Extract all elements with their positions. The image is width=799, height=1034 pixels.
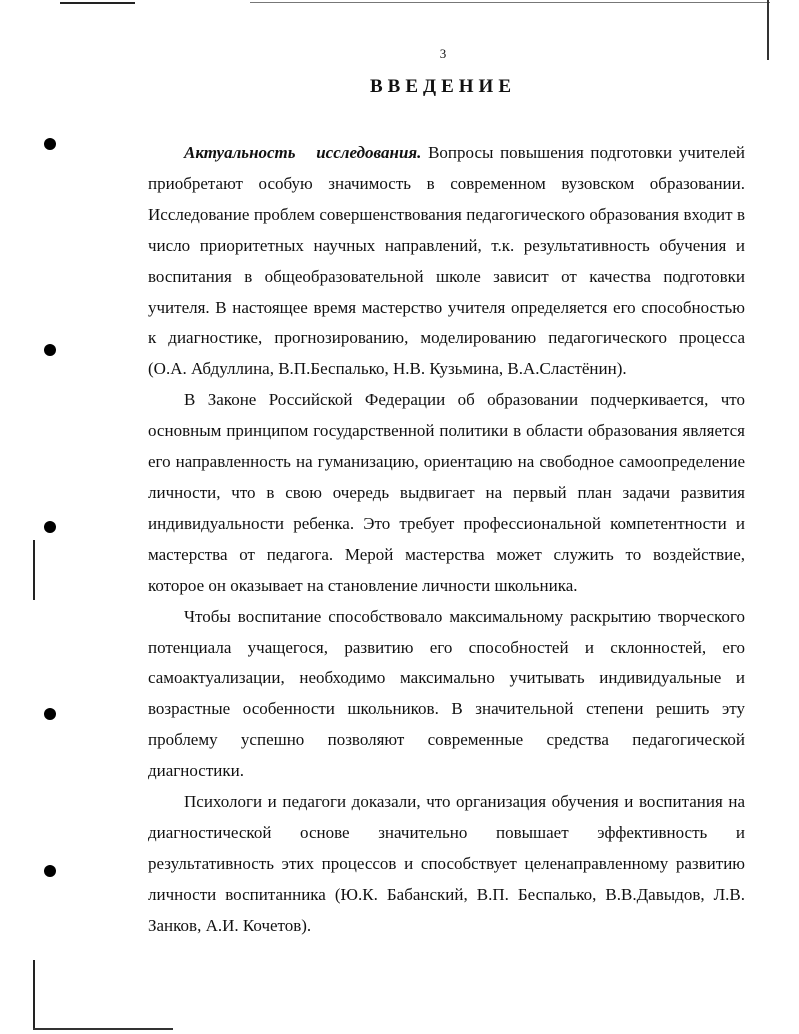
scan-edge-top-left bbox=[60, 2, 135, 4]
paragraph-law: В Законе Российской Федерации об образовании подчеркивается, что основным принципом государственной политики в области образования является его направленность на гуманизацию, ориентацию на свободное самоопределение личности, что в свою очередь выдвигает на первый план задачи развития индивидуальности ребенка. Это требует профессиональной компетентности и мастерства от педагога. Мерой мастерства может служить то воздействие, которое он оказывает на становление личности школьника. bbox=[148, 390, 745, 595]
punch-hole-mark bbox=[44, 521, 56, 533]
scan-edge-bottom bbox=[33, 1028, 173, 1030]
punch-hole-mark bbox=[44, 138, 56, 150]
page-number: 3 bbox=[439, 46, 447, 61]
paragraph-relevance bbox=[148, 138, 745, 385]
section-heading: ВВЕДЕНИЕ bbox=[370, 76, 516, 97]
scan-edge-left-lower bbox=[33, 960, 35, 1030]
punch-hole-mark bbox=[44, 344, 56, 356]
paragraph-diagnostics: Психологи и педагоги доказали, что организация обучения и воспитания на диагностической основе значительно повышает эффективность и результативность этих процессов и способствует целенаправленному развитию личности воспитанника (Ю.К. Бабанский, В.П. Беспалько, В.В.Давыдов, Л.В. Занков, А.И. Кочетов). bbox=[148, 792, 745, 935]
scan-edge-top-right bbox=[250, 2, 770, 3]
document-body bbox=[148, 138, 745, 942]
paragraph-text: Вопросы повышения подготовки учителей приобретают особую значимость в современном вузовском образовании. Исследование проблем совершенствования педагогического образования входит в число приоритетных научных направлений, т.к. результативность обучения и воспитания в общеобразовательной школе зависит от качества подготовки учителя. В настоящее время мастерство учителя определяется его способностью к диагностике, прогнозированию, моделированию педагогического процесса (О.А. Абдуллина, В.П.Беспалько, Н.В. Кузьмина, В.А.Сластёнин). bbox=[148, 143, 746, 379]
scan-edge-left-upper bbox=[33, 540, 35, 600]
punch-hole-mark bbox=[44, 865, 56, 877]
paragraph-lead: Актуальность исследования. bbox=[184, 143, 422, 162]
paragraph-upbringing: Чтобы воспитание способствовало максимальному раскрытию творческого потенциала учащегося, развитию его способностей и склонностей, его самоактуализации, необходимо максимально учитывать индивидуальные и возрастные особенности школьников. В значительной степени решить эту проблему успешно позволяют современные средства педагогической диагностики. bbox=[148, 606, 745, 781]
punch-hole-mark bbox=[44, 708, 56, 720]
